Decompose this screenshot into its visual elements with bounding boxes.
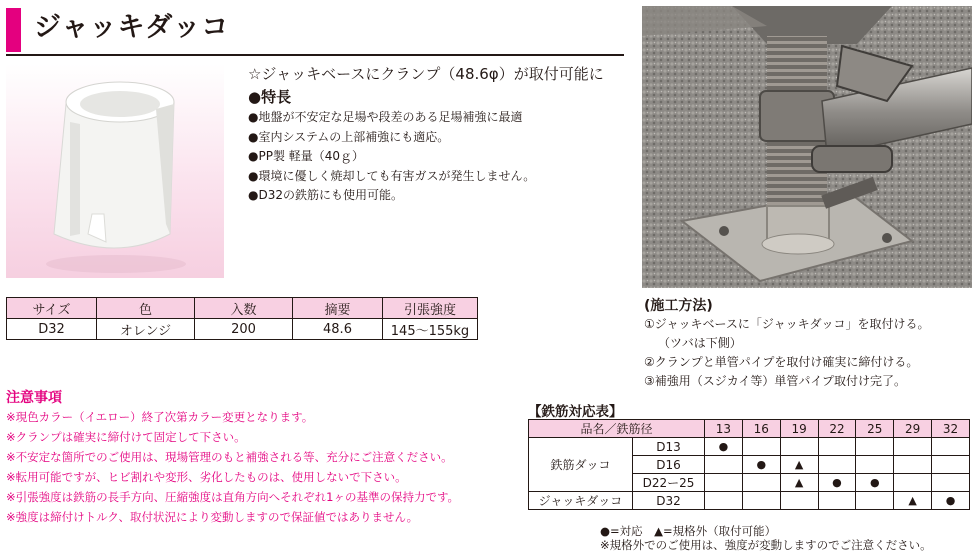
- title-accent-bar: [6, 8, 21, 52]
- spec-cell: 48.6: [293, 319, 383, 340]
- rebar-mark: [818, 456, 856, 474]
- rebar-size: D22ー25: [633, 474, 705, 492]
- spec-header-cell: 色: [97, 298, 195, 319]
- rebar-mark: [705, 474, 743, 492]
- rebar-legend: ●=対応 ▲=規格外（取付可能）: [600, 524, 777, 538]
- rebar-mark: ●: [932, 492, 970, 510]
- rebar-diameter-header: 29: [894, 420, 932, 438]
- method-steps: [644, 315, 930, 391]
- method-step: ①ジャッキベースに「ジャッキダッコ」を取付ける。: [644, 317, 930, 331]
- rebar-mark: [856, 438, 894, 456]
- features-heading: ●特長: [248, 88, 292, 106]
- rebar-mark: [780, 492, 818, 510]
- rebar-diameter-header: 13: [705, 420, 743, 438]
- method-step-note: （ツバは下側）: [658, 336, 742, 350]
- rebar-note: ※規格外でのご使用は、強度が変動しますのでご注意ください。: [600, 538, 932, 552]
- rebar-mark: ●: [742, 456, 780, 474]
- product-image: [6, 64, 224, 278]
- rebar-mark: [742, 474, 780, 492]
- rebar-mark: [894, 438, 932, 456]
- feature-item: ●PP製 軽量（40ｇ）: [248, 149, 365, 163]
- features-list: [248, 108, 535, 206]
- rebar-table-heading: 【鉄筋対応表】: [528, 404, 623, 420]
- spec-header-cell: サイズ: [7, 298, 97, 319]
- rebar-product-name: ジャッキダッコ: [529, 492, 633, 510]
- title-underline: [6, 54, 624, 56]
- spec-table: [6, 297, 478, 340]
- caution-item: ※不安定な箇所でのご使用は、現場管理のもと補強される等、充分にご注意ください。: [6, 450, 453, 464]
- rebar-mark: [932, 456, 970, 474]
- feature-item: ●D32の鉄筋にも使用可能。: [248, 188, 403, 202]
- caution-item: ※強度は締付けトルク、取付状況により変動しますので保証値ではありません。: [6, 510, 419, 524]
- caution-item: ※現色カラー（イエロー）終了次第カラー変更となります。: [6, 410, 314, 424]
- rebar-mark: ●: [818, 474, 856, 492]
- rebar-product-name: 鉄筋ダッコ: [529, 438, 633, 492]
- cautions-list: [6, 407, 459, 527]
- rebar-header-row: [529, 420, 970, 438]
- rebar-corner-header: 品名／鉄筋径: [529, 420, 705, 438]
- rebar-mark: [894, 456, 932, 474]
- spec-header-cell: 入数: [195, 298, 293, 319]
- feature-item: ●室内システムの上部補強にも適応。: [248, 129, 450, 144]
- spec-cell: 200: [195, 319, 293, 340]
- caution-item: ※転用可能ですが、ヒビ割れや変形、劣化したものは、使用しないで下さい。: [6, 470, 407, 484]
- method-step: ③補強用（スジカイ等）単管パイプ取付け完了。: [644, 374, 907, 388]
- rebar-mark: [818, 438, 856, 456]
- rebar-diameter-header: 16: [742, 420, 780, 438]
- method-step: ②クランプと単管パイプを取付け確実に締付ける。: [644, 355, 919, 369]
- rebar-size: D16: [633, 456, 705, 474]
- rebar-mark: ●: [705, 438, 743, 456]
- rebar-row: [529, 438, 970, 456]
- rebar-table: [528, 419, 970, 510]
- page-title: ジャッキダッコ: [34, 12, 230, 43]
- rebar-mark: [818, 492, 856, 510]
- rebar-row: [529, 492, 970, 510]
- feature-item: ●地盤が不安定な足場や段差のある足場補強に最適: [248, 110, 523, 124]
- rebar-diameter-header: 32: [932, 420, 970, 438]
- feature-item: ●環境に優しく焼却しても有害ガスが発生しません。: [248, 168, 536, 183]
- rebar-mark: ▲: [780, 474, 818, 492]
- rebar-mark: [894, 474, 932, 492]
- caution-item: ※引張強度は鉄筋の長手方向、圧縮強度は直角方向へそれぞれ1ヶの基準の保持力です。: [6, 490, 460, 504]
- rebar-mark: [780, 438, 818, 456]
- spec-header-cell: 引張強度: [383, 298, 478, 319]
- catch-copy: ☆ジャッキベースにクランプ（48.6φ）が取付可能に: [248, 65, 604, 83]
- rebar-size: D13: [633, 438, 705, 456]
- spec-row: [7, 319, 478, 340]
- rebar-mark: [742, 438, 780, 456]
- spec-cell: オレンジ: [97, 319, 195, 340]
- rebar-mark: ▲: [894, 492, 932, 510]
- spec-cell: 145～155kg: [383, 319, 478, 340]
- spec-cell: D32: [7, 319, 97, 340]
- cautions-heading: 注意事項: [6, 390, 62, 406]
- rebar-mark: [705, 456, 743, 474]
- rebar-size: D32: [633, 492, 705, 510]
- spec-header-cell: 摘要: [293, 298, 383, 319]
- rebar-mark: [932, 438, 970, 456]
- rebar-diameter-header: 22: [818, 420, 856, 438]
- method-heading: (施工方法): [644, 298, 713, 314]
- rebar-mark: ●: [856, 474, 894, 492]
- rebar-diameter-header: 19: [780, 420, 818, 438]
- rebar-mark: [932, 474, 970, 492]
- rebar-mark: [742, 492, 780, 510]
- installation-photo: [642, 6, 972, 288]
- rebar-mark: [705, 492, 743, 510]
- rebar-mark: [856, 456, 894, 474]
- spec-header-row: [7, 298, 478, 319]
- rebar-mark: [856, 492, 894, 510]
- rebar-mark: ▲: [780, 456, 818, 474]
- rebar-diameter-header: 25: [856, 420, 894, 438]
- caution-item: ※クランプは確実に締付けて固定して下さい。: [6, 430, 246, 444]
